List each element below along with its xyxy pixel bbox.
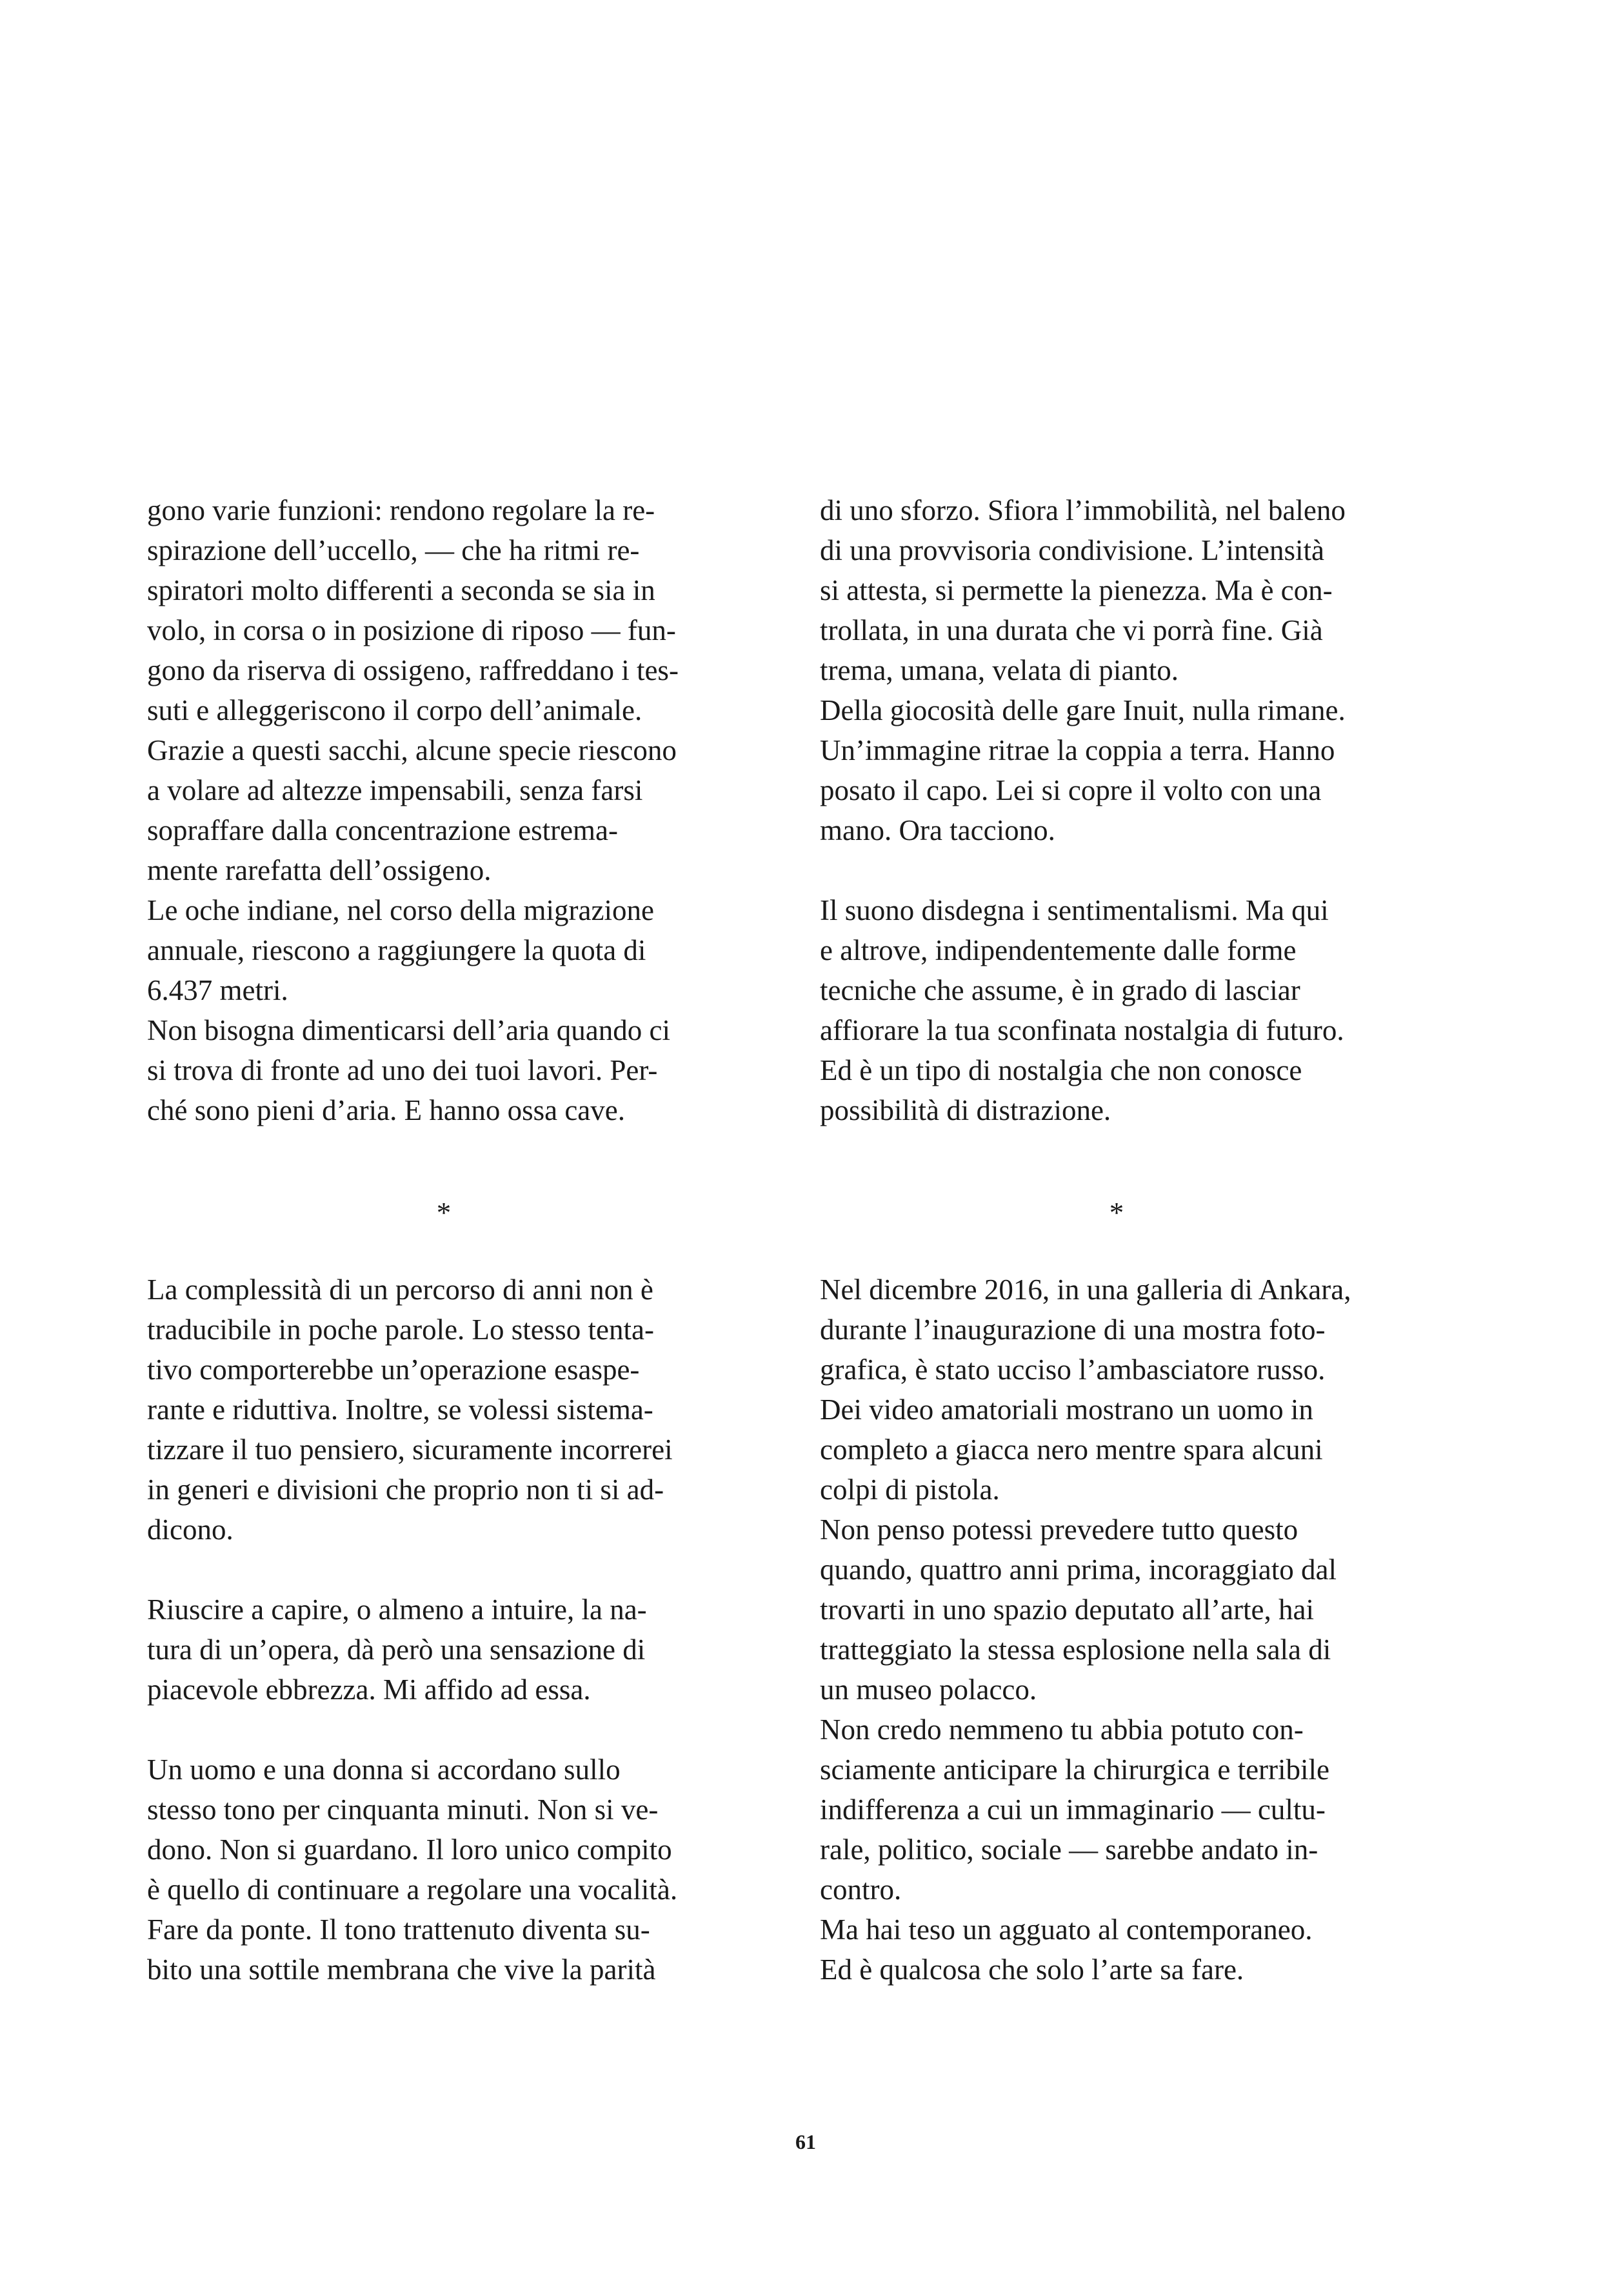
paragraph: di uno sforzo. Sfiora l’immobilità, nel baleno di una provvisoria condivisione. L’intensità si attesta, si permette la pienezza. Ma è con- trollata, in una durata che vi porrà fine. Già trema, umana, velata di pianto. — [820, 494, 1346, 686]
bottom-right-column — [820, 1270, 1413, 1990]
paragraph: Le oche indiane, nel corso della migrazione annuale, riescono a raggiungere la quota di 6.437 metri. — [147, 894, 654, 1006]
paragraph: Non credo nemmeno tu abbia potuto con- sciamente anticipare la chirurgica e terribile indifferenza a cui un immaginario — cultu- rale, politico, sociale — sarebbe andato in- contro. — [820, 1713, 1330, 1906]
section-separator-right: * — [1109, 1197, 1124, 1229]
paragraph: Della giocosità delle gare Inuit, nulla rimane. Un’immagine ritrae la coppia a terra. Hanno posato il capo. Lei si copre il volto con una mano. Ora tacciono. — [820, 694, 1346, 846]
paragraph: Il suono disdegna i sentimentalismi. Ma qui e altrove, indipendentemente dalle forme tecniche che assume, è in grado di lasciar affiorare la tua sconfinata nostalgia di futuro. Ed è un tipo di nostalgia che non conosce possibilità di distrazione. — [820, 894, 1344, 1126]
paragraph: Nel dicembre 2016, in una galleria di Ankara, durante l’inaugurazione di una mostra foto- grafica, è stato ucciso l’ambasciatore russo. Dei video amatoriali mostrano un uomo in completo a giacca nero mentre spara alcuni colpi di pistola. — [820, 1273, 1351, 1506]
paragraph: La complessità di un percorso di anni non è traducibile in poche parole. Lo stesso tenta- tivo comporterebbe un’operazione esaspe- rante e riduttiva. Inoltre, se volessi sistema- tizzare il tuo pensiero, sicuramente incorrerei in generi e divisioni che proprio non ti si ad- dicono. — [147, 1273, 673, 1546]
top-right-column — [820, 490, 1413, 1130]
top-left-column — [147, 490, 741, 1130]
paragraph: Non penso potessi prevedere tutto questo quando, quattro anni prima, incoraggiato dal trovarti in uno spazio deputato all’arte, hai tratteggiato la stessa esplosione nella sala di un museo polacco. — [820, 1513, 1337, 1706]
bottom-left-column — [147, 1270, 741, 1990]
paragraph: Ma hai teso un agguato al contemporaneo. Ed è qualcosa che solo l’arte sa fare. — [820, 1913, 1313, 1986]
section-separator-left: * — [436, 1197, 452, 1229]
page-number: 61 — [795, 2130, 816, 2153]
paragraph: gono varie funzioni: rendono regolare la re- spirazione dell’uccello, — che ha ritmi re- spiratori molto differenti a seconda se sia in volo, in corsa o in posizione di riposo — fun- gono da riserva di ossigeno, raffreddano i tes- suti e alleggeriscono il corpo dell’animale. Grazie a questi sacchi, alcune specie riescono a volare ad altezze impensabili, senza farsi sopraffare dalla concentrazione estrema- mente rarefatta dell’ossigeno. — [147, 494, 679, 886]
paragraph: Un uomo e una donna si accordano sullo stesso tono per cinquanta minuti. Non si ve- dono. Non si guardano. Il loro unico compito è quello di continuare a regolare una vocalità. Fare da ponte. Il tono trattenuto diventa su- bito una sottile membrana che vive la parità — [147, 1753, 678, 1986]
paragraph: Riuscire a capire, o almeno a intuire, la na- tura di un’opera, dà però una sensazione di piacevole ebbrezza. Mi affido ad essa. — [147, 1593, 647, 1706]
paragraph: Non bisogna dimenticarsi dell’aria quando ci si trova di fronte ad uno dei tuoi lavori. Per- ché sono pieni d’aria. E hanno ossa cave. — [147, 1014, 671, 1126]
